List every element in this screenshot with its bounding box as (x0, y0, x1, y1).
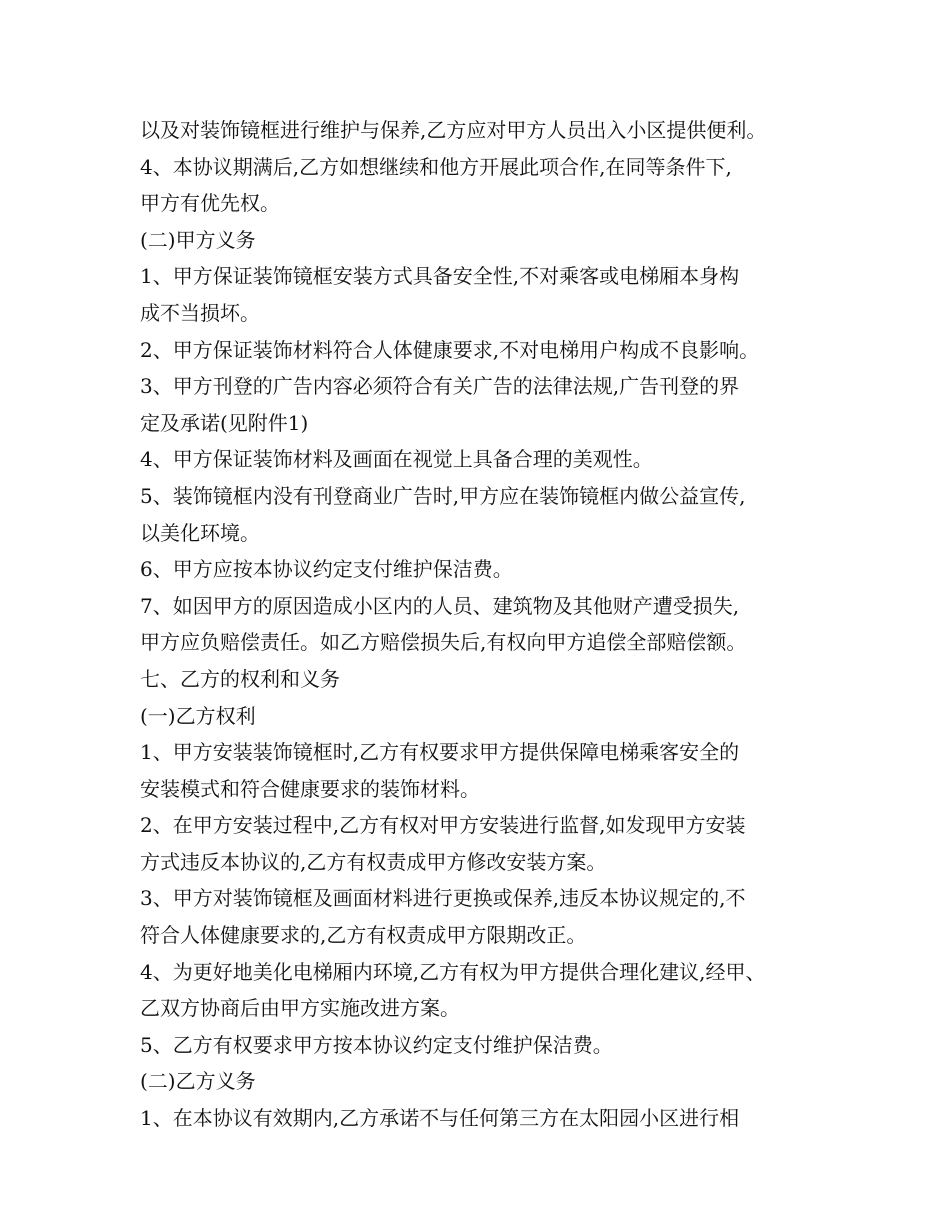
section-heading: (二)甲方义务 (140, 227, 256, 252)
text-line: 方式违反本协议的,乙方有权责成甲方修改安装方案。 (140, 849, 607, 874)
document-body (140, 112, 830, 1137)
text-line: 以美化环境。 (140, 520, 260, 545)
text-line: 2、在甲方安装过程中,乙方有权对甲方安装进行监督,如发现甲方安装 (140, 813, 746, 838)
text-line: 4、甲方保证装饰材料及画面在视觉上具备合理的美观性。 (140, 447, 653, 472)
text-line: 6、甲方应按本协议约定支付维护保洁费。 (140, 557, 513, 582)
text-line: 4、为更好地美化电梯厢内环境,乙方有权为甲方提供合理化建议,经甲、 (140, 959, 766, 984)
text-line: 甲方有优先权。 (140, 191, 280, 216)
text-line: 1、甲方保证装饰镜框安装方式具备安全性,不对乘客或电梯厢本身构 (140, 264, 740, 289)
text-line: 符合人体健康要求的,乙方有权责成甲方限期改正。 (140, 923, 587, 948)
section-heading: 七、乙方的权利和义务 (140, 666, 340, 691)
text-line: 乙双方协商后由甲方实施改进方案。 (140, 996, 460, 1021)
text-line: 定及承诺(见附件1) (140, 410, 309, 435)
section-heading: (一)乙方权利 (140, 703, 256, 728)
text-line: 2、甲方保证装饰材料符合人体健康要求,不对电梯用户构成不良影响。 (140, 337, 760, 362)
text-line: 1、在本协议有效期内,乙方承诺不与任何第三方在太阳园小区进行相 (140, 1106, 740, 1131)
text-line: 3、甲方刊登的广告内容必须符合有关广告的法律法规,广告刊登的界 (140, 374, 740, 399)
text-line: 4、本协议期满后,乙方如想继续和他方开展此项合作,在同等条件下, (140, 154, 732, 179)
text-line: 7、如因甲方的原因造成小区内的人员、建筑物及其他财产遭受损失, (140, 593, 740, 618)
text-line: 甲方应负赔偿责任。如乙方赔偿损失后,有权向甲方追偿全部赔偿额。 (140, 630, 747, 655)
text-line: 成不当损坏。 (140, 300, 260, 325)
text-line: 安装模式和符合健康要求的装饰材料。 (140, 776, 480, 801)
text-line: 3、甲方对装饰镜框及画面材料进行更换或保养,违反本协议规定的,不 (140, 886, 746, 911)
text-line: 5、乙方有权要求甲方按本协议约定支付维护保洁费。 (140, 1032, 613, 1057)
text-line: 5、装饰镜框内没有刊登商业广告时,甲方应在装饰镜框内做公益宣传, (140, 483, 746, 508)
text-line: 1、甲方安装装饰镜框时,乙方有权要求甲方提供保障电梯乘客安全的 (140, 740, 740, 765)
text-line: 以及对装饰镜框进行维护与保养,乙方应对甲方人员出入小区提供便利。 (140, 118, 767, 142)
section-heading: (二)乙方义务 (140, 1069, 256, 1094)
